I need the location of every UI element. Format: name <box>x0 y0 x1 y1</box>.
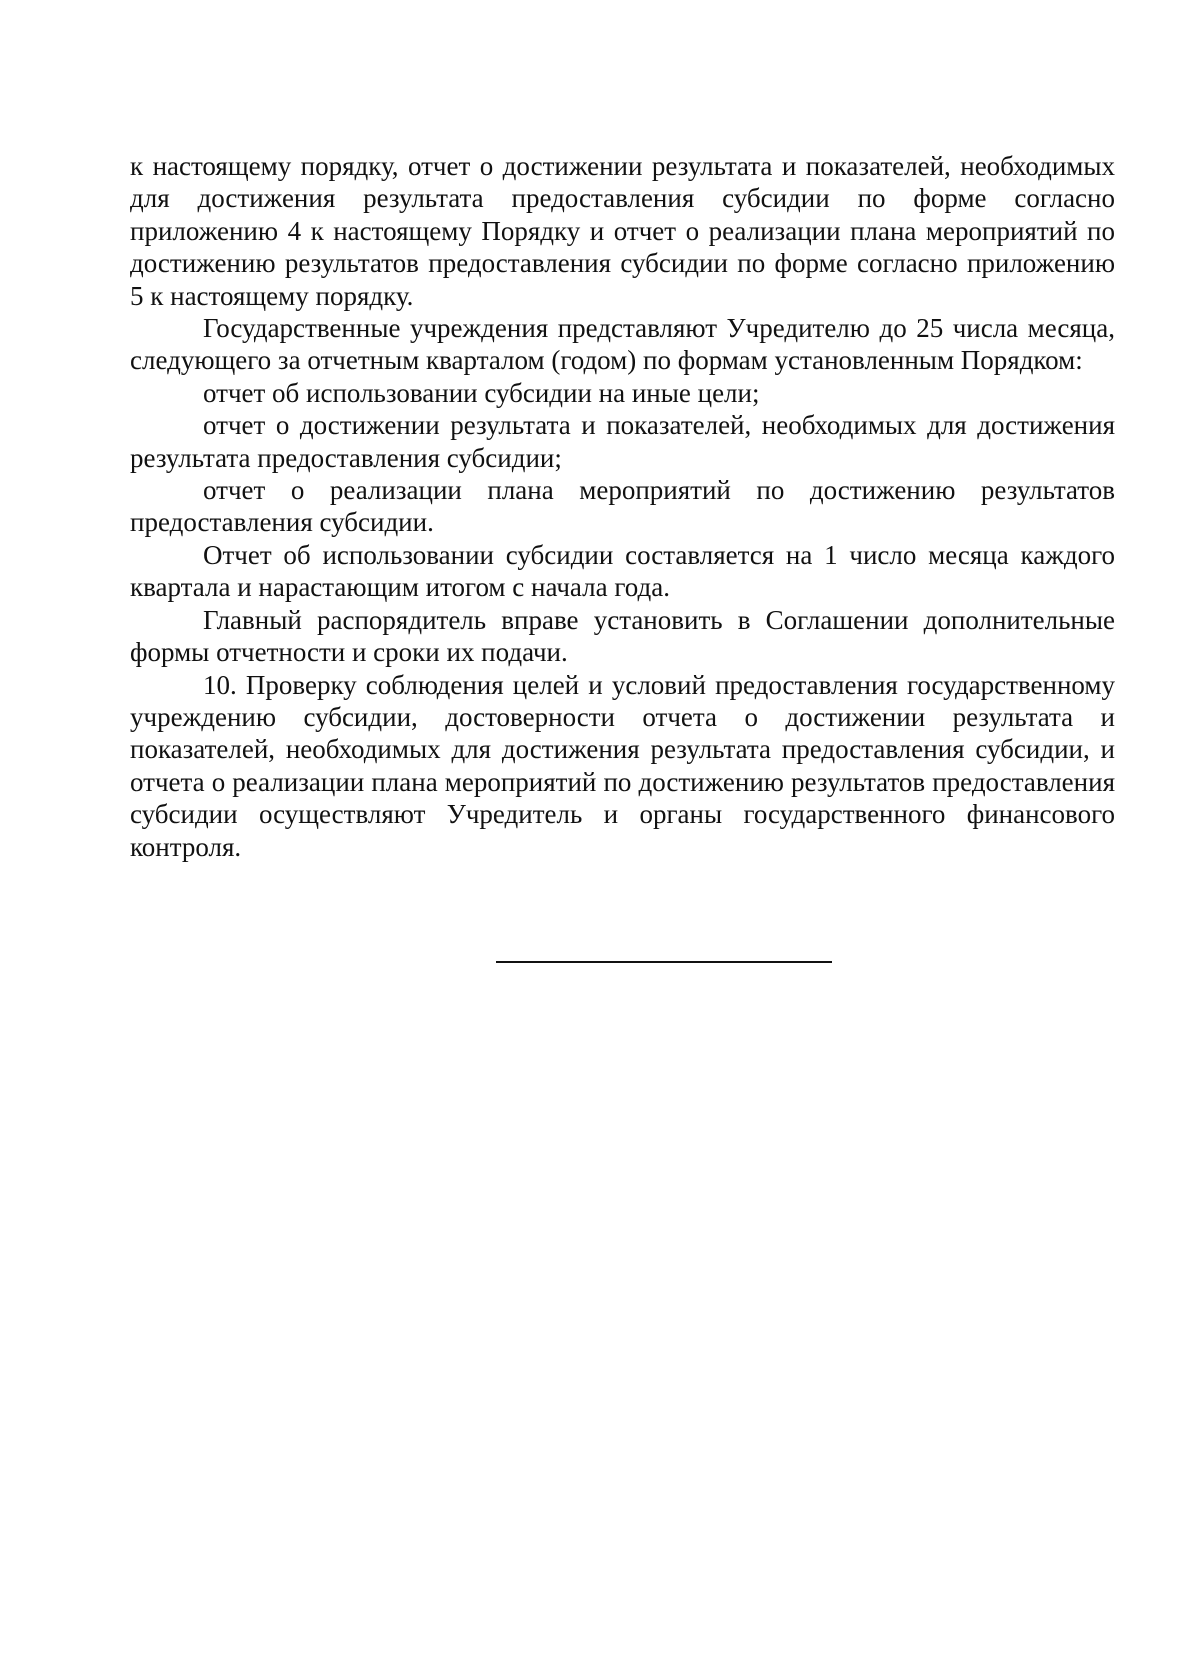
end-divider-line <box>496 961 832 963</box>
paragraph-additional-forms: Главный распорядитель вправе установить в Соглашении дополнительные формы отчетности и сроки их подачи. <box>130 604 1115 668</box>
paragraph-continuation: к настоящему порядку, отчет о достижении результата и показателей, необходимых для достижения результата предоставления субсидии по форме согласно приложению 4 к настоящему Порядку и отчет о реализации плана мероприятий по достижению результатов предоставления субсидии по форме согласно приложению 5 к настоящему порядку. <box>130 151 1115 311</box>
paragraph-reporting-deadline: Государственные учреждения представляют Учредителю до 25 числа месяца, следующего за отчетным кварталом (годом) по формам установленным Порядком: <box>130 313 1115 376</box>
paragraph-report-date: Отчет об использовании субсидии составляется на 1 число месяца каждого квартала и нарастающим итогом с начала года. <box>130 539 1115 603</box>
paragraph-item-10: 10. Проверку соблюдения целей и условий предоставления государственному учреждению субсидии, достоверности отчета о достижении результата и показателей, необходимых для достижения результата предоставления субсидии, и отчета о реализации плана мероприятий по достижению результатов предоставления субсидии осуществляют Учредитель и органы государственного финансового контроля. <box>130 669 1115 862</box>
paragraph-report-results: отчет о достижении результата и показателей, необходимых для достижения результата предоставления субсидии; <box>130 410 1115 473</box>
paragraph-report-plan: отчет о реализации плана мероприятий по достижению результатов предоставления субсидии. <box>130 475 1115 538</box>
paragraph-report-usage: отчет об использовании субсидии на иные цели; <box>203 377 760 408</box>
document-body <box>130 150 1115 863</box>
